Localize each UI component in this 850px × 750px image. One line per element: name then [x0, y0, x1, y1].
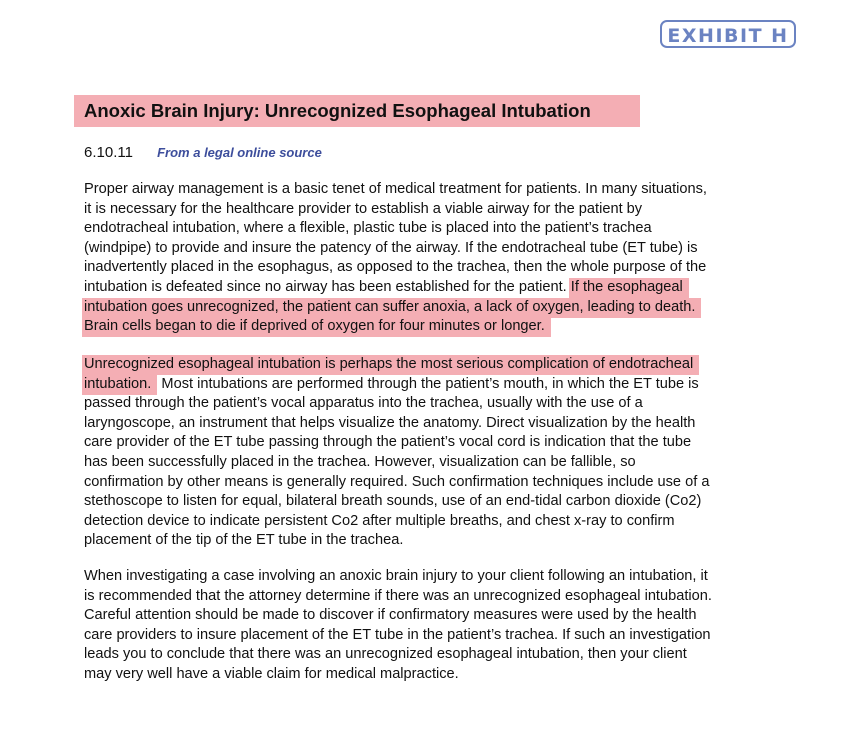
paragraph-line	[84, 278, 819, 298]
paragraph-line: confirmation by other means is generally required. Such confirmation techniques include use of a	[84, 473, 710, 490]
paragraph-line: leads you to conclude that there was an unrecognized esophageal intubation, then your client	[84, 646, 687, 663]
paragraph-line: has been successfully placed in the trachea. However, visualization can be fallible, so	[84, 453, 636, 470]
paragraph-text: intubation is defeated since no airway has been established for the patient.	[84, 278, 567, 295]
source-note: From a legal online source	[157, 145, 322, 160]
paragraph-line	[84, 298, 819, 318]
paragraph-line: inadvertently placed in the esophagus, as opposed to the trachea, then the whole purpose of the	[84, 259, 707, 276]
paragraph-line: it is necessary for the healthcare provider to establish a viable airway for the patient by	[84, 200, 643, 217]
paragraph-1	[84, 180, 819, 337]
paragraph-line	[84, 375, 819, 395]
paragraph-line: stethoscope to listen for equal, bilateral breath sounds, use of an end-tidal carbon dioxide (Co2)	[84, 493, 702, 510]
paragraph-2	[84, 355, 819, 551]
paragraph-3	[84, 567, 819, 685]
paragraph-text: Most intubations are performed through the patient’s mouth, in which the ET tube is	[161, 375, 699, 392]
paragraph-line	[84, 317, 819, 337]
paragraph-line: care providers to insure placement of the ET tube in the patient’s trachea. If such an investigation	[84, 626, 711, 643]
highlighted-text: If the esophageal	[569, 278, 689, 298]
highlighted-text: Unrecognized esophageal intubation is perhaps the most serious complication of endotracheal	[82, 355, 699, 375]
paragraph-line	[84, 355, 819, 375]
paragraph-line: is recommended that the attorney determine if there was an unrecognized esophageal intubation.	[84, 587, 712, 604]
paragraph-line: passed through the patient’s vocal apparatus into the trachea, usually with the use of a	[84, 395, 643, 412]
highlighted-text: intubation goes unrecognized, the patient can suffer anoxia, a lack of oxygen, leading to death.	[82, 298, 701, 318]
paragraph-line: detection device to indicate persistent Co2 after multiple breaths, and chest x-ray to confirm	[84, 512, 675, 529]
highlighted-text: Brain cells began to die if deprived of oxygen for four minutes or longer.	[82, 317, 551, 337]
paragraph-line: endotracheal intubation, where a flexible, plastic tube is placed into the patient’s trachea	[84, 220, 652, 237]
paragraph-line: When investigating a case involving an anoxic brain injury to your client following an intubation, it	[84, 568, 708, 584]
paragraph-line: may very well have a viable claim for medical malpractice.	[84, 665, 459, 682]
page-title: Anoxic Brain Injury: Unrecognized Esophageal Intubation	[74, 95, 640, 127]
document-date: 6.10.11	[84, 144, 133, 161]
paragraph-line: laryngoscope, an instrument that helps visualize the anatomy. Direct visualization by the health	[84, 414, 696, 431]
exhibit-label: EXHIBIT H	[660, 20, 796, 48]
document-meta	[84, 142, 322, 164]
highlighted-text: intubation.	[82, 375, 157, 395]
paragraph-line: Careful attention should be made to discover if confirmatory measures were used by the health	[84, 607, 697, 624]
paragraph-line: Proper airway management is a basic tenet of medical treatment for patients. In many situations,	[84, 181, 707, 197]
paragraph-line: care provider of the ET tube passing through the patient’s vocal cord is indication that the tube	[84, 434, 692, 451]
paragraph-line: (windpipe) to provide and insure the patency of the airway. If the endotracheal tube (ET tube) is	[84, 239, 698, 256]
paragraph-line: placement of the tip of the ET tube in the trachea.	[84, 532, 404, 549]
